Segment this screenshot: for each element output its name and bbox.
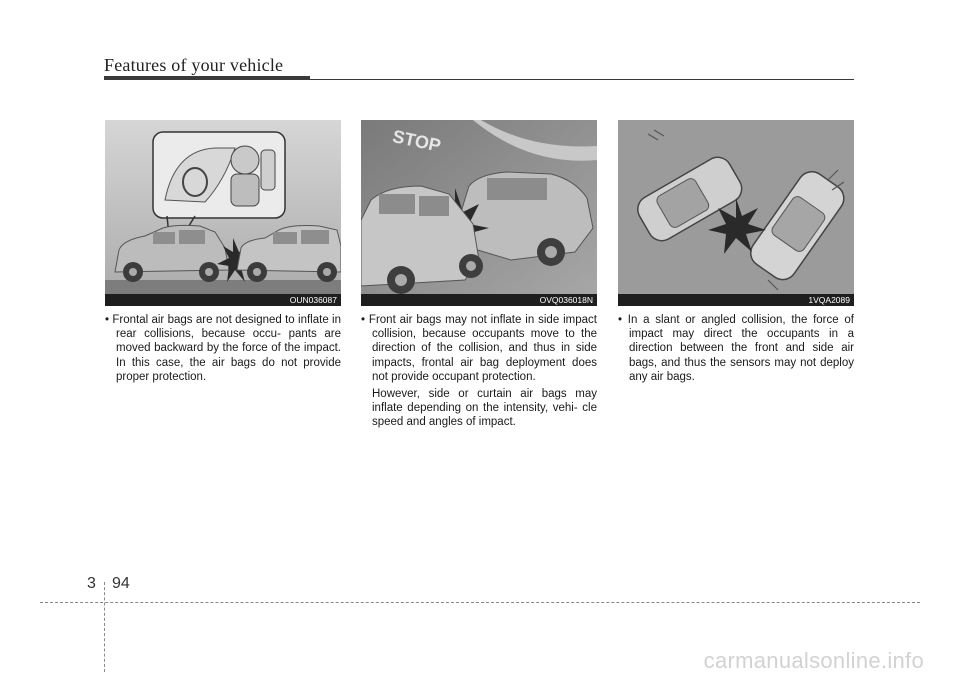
paragraph-side-curtain: However, side or curtain air bags may inflate depending on the intensity, vehi- cle speed and angles of impact. [372,388,597,429]
figure-side-collision [361,120,597,306]
page-header-title: Features of your vehicle [104,55,284,75]
footer-dashed-rule [40,602,920,603]
rear-collision-illustration [105,120,341,306]
stop-road-marking: STOP [390,126,443,156]
text-column-side [361,313,597,430]
footer-dashed-divider [104,582,105,672]
text-column-angled [618,313,854,384]
figure-code: OVQ036018N [539,295,593,305]
site-watermark: carmanualsonline.info [703,648,924,673]
figure-code: OUN036087 [289,295,337,305]
side-collision-illustration [361,120,597,306]
figure-code: 1VQA2089 [808,295,850,305]
bullet-angled-collision: • In a slant or angled collision, the force of impact may direct the occupants in a direction between the front and side air bags, and thus the sensors may not deploy any air bags. [618,314,854,383]
figure-rear-collision [105,120,341,306]
page-number: 94 [112,575,130,592]
header-rule [104,79,854,80]
figure-caption-bar [361,294,597,306]
figure-angled-collision [618,120,854,306]
figure-caption-bar [105,294,341,306]
text-column-rear [105,313,341,384]
bullet-side-collision: • Front air bags may not inflate in side impact collision, because occupants move to the direction of the collision, and thus in side impacts, frontal air bag deployment does not provide occupant protection. [361,314,597,383]
angled-collision-illustration [618,120,854,306]
bullet-rear-collision: • Frontal air bags are not designed to inflate in rear collisions, because occu- pants are moved backward by the force of the impact. In this case, the air bags do not provide proper protection. [105,314,341,383]
figure-caption-bar [618,294,854,306]
section-number: 3 [87,575,96,592]
